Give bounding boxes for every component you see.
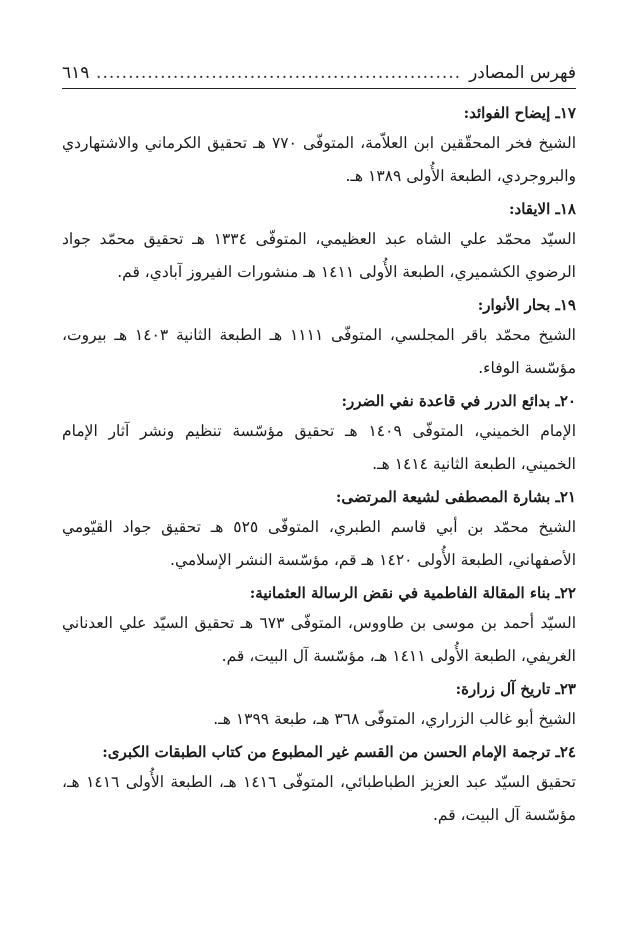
entry-title: ١٨ـ الايقاد: bbox=[508, 200, 576, 218]
entry-title: ٢٠ـ بدائع الدرر في قاعدة نفي الضرر: bbox=[341, 392, 576, 410]
header-rule bbox=[62, 88, 576, 89]
header-title: فهرس المصادر bbox=[469, 63, 576, 83]
bibliography-entry-23 bbox=[62, 675, 576, 736]
entry-body: الشيخ محمّد بن أبي قاسم الطبري، المتوفّى ٥٢٥ هـ تحقيق جواد القيّومي الأصفهاني، الطبعة الأُولى ١٤٢٠ هـ قم، مؤسّسة النشر الإسلامي. bbox=[62, 518, 576, 569]
book-page bbox=[62, 50, 576, 910]
entry-body: الشيخ فخر المحقّقين ابن العلاّمة، المتوفّى ٧٧٠ هـ تحقيق الكرماني والاشتهاردي والبروجردي، الطبعة الأُولى ١٣٨٩ هـ. bbox=[62, 134, 576, 185]
bibliography-entry-21 bbox=[62, 483, 576, 577]
entry-body: الشيخ محمّد باقر المجلسي، المتوفّى ١١١١ هـ الطبعة الثانية ١٤٠٣ هـ بيروت، مؤسّسة الوفاء. bbox=[62, 326, 576, 377]
page-number: ٦١٩ bbox=[62, 63, 90, 83]
header-leader-dots bbox=[97, 62, 461, 84]
bibliography-entry-22 bbox=[62, 579, 576, 673]
bibliography-entry-18 bbox=[62, 195, 576, 289]
entry-body: الشيخ أبو غالب الزراري، المتوفّى ٣٦٨ هـ، طبعة ١٣٩٩ هـ. bbox=[213, 710, 576, 728]
entry-body: السيّد أحمد بن موسى بن طاووس، المتوفّى ٦٧٣ هـ تحقيق السيّد علي العدناني الغريفي، الطبعة الأُولى ١٤١١ هـ، مؤسّسة آل البيت، قم. bbox=[62, 614, 577, 665]
bibliography-entry-20 bbox=[62, 387, 576, 481]
bibliography-entry-24 bbox=[62, 738, 576, 832]
bibliography-list bbox=[62, 99, 576, 832]
entry-title: ٢١ـ بشارة المصطفى لشيعة المرتضى: bbox=[335, 488, 576, 506]
entry-title: ٢٣ـ تاريخ آل زرارة: bbox=[455, 680, 576, 698]
entry-body: تحقيق السيّد عبد العزيز الطباطبائي، المتوفّى ١٤١٦ هـ، الطبعة الأُولى ١٤١٦ هـ، مؤسّسة آل البيت، قم. bbox=[62, 773, 576, 824]
entry-title: ١٩ـ بحار الأنوار: bbox=[477, 296, 576, 314]
entry-title: ١٧ـ إيضاح الفوائد: bbox=[463, 104, 576, 122]
bibliography-entry-19 bbox=[62, 291, 576, 385]
running-header bbox=[62, 50, 576, 84]
entry-title: ٢٤ـ ترجمة الإمام الحسن من القسم غير المطبوع من كتاب الطبقات الكبرى: bbox=[102, 743, 576, 761]
entry-title: ٢٢ـ بناء المقالة الفاطمية في نقض الرسالة العثمانية: bbox=[249, 584, 576, 602]
bibliography-entry-17 bbox=[62, 99, 576, 193]
entry-body: السيّد محمّد علي الشاه عبد العظيمي، المتوفّى ١٣٣٤ هـ تحقيق محمّد جواد الرضوي الكشميري، الطبعة الأُولى ١٤١١ هـ منشورات الفيروز آبادي، قم. bbox=[62, 230, 576, 281]
entry-body: الإمام الخميني، المتوفّى ١٤٠٩ هـ تحقيق مؤسّسة تنظيم ونشر آثار الإمام الخميني، الطبعة الثانية ١٤١٤ هـ. bbox=[62, 422, 576, 473]
